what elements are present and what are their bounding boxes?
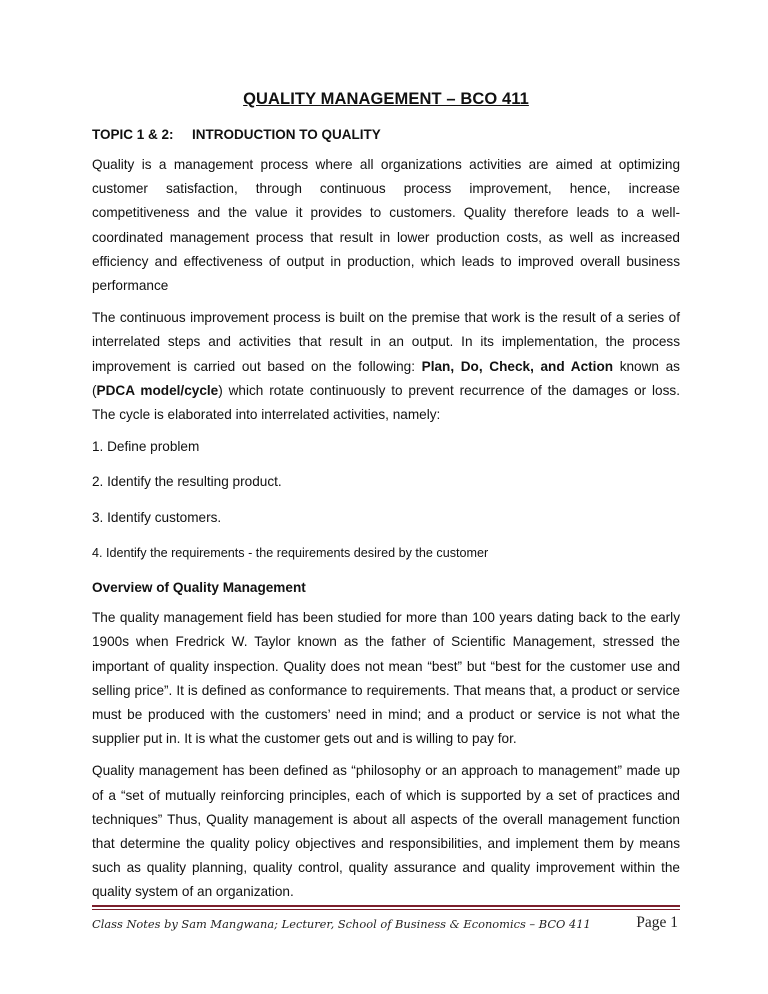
footer-text: Class Notes by Sam Mangwana; Lecturer, School of Business & Economics – BCO 411 [92, 917, 591, 931]
list-item: 1. Define problem [92, 439, 200, 455]
topic-heading [92, 127, 381, 142]
pdca-bold-2: PDCA model/cycle [96, 382, 219, 398]
definition-paragraph: Quality management has been defined as “philosophy or an approach to management” made up of a “set of mutually reinforcing principles, each of which is supported by a set of practices and techniques” Thus, Quality management is about all aspects of the overall management function that determine the quality policy objectives and responsibilities, and implement them by means such as quality planning, quality control, quality assurance and quality improvement within the quality system of an organization. [92, 763, 680, 900]
pdca-text-3: ) which rotate continuously to prevent recurrence of the damages or loss. The cycle is elaborated into interrelated activities, namely: [92, 382, 680, 423]
pdca-text-2: known as ( [92, 358, 680, 398]
topic-number: TOPIC 1 & 2: [92, 127, 174, 142]
topic-title: INTRODUCTION TO QUALITY [192, 127, 381, 142]
overview-heading: Overview of Quality Management [92, 580, 306, 596]
pdca-text-1: The continuous improvement process is built on the premise that work is the result of a series of interrelated steps and activities that result in an output. In its implementation, the process improvement is carried out based on the following: [92, 310, 680, 374]
pdca-bold-1: Plan, Do, Check, and Action [421, 358, 614, 374]
list-item: 4. Identify the requirements - the requirements desired by the customer [92, 545, 489, 560]
page-title: QUALITY MANAGEMENT – BCO 411 [243, 90, 529, 108]
intro-paragraph: Quality is a management process where all organizations activities are aimed at optimizing customer satisfaction, through continuous process improvement, hence, increase competitiveness and the value it provides to customers. Quality therefore leads to a well-coordinated management process that result in lower production costs, as well as increased efficiency and effectiveness of output in production, which leads to improved overall business performance [92, 157, 680, 294]
list-item: 3. Identify customers. [92, 509, 222, 525]
footer-rule-thick [92, 905, 680, 907]
page-number: Page 1 [636, 914, 678, 931]
overview-paragraph: The quality management field has been studied for more than 100 years dating back to the early 1900s when Fredrick W. Taylor known as the father of Scientific Management, stressed the important of quality inspection. Quality does not mean “best” but “best for the customer use and selling price”. It is defined as conformance to requirements. That means that, a product or service must be produced with the customers’ need in mind; and a product or service is not what the supplier put in. It is what the customer gets out and is willing to pay for. [92, 610, 680, 747]
pdca-paragraph [92, 306, 680, 427]
document-body [92, 153, 680, 913]
footer-rule-thin [92, 909, 680, 910]
list-item: 2. Identify the resulting product. [92, 474, 282, 490]
